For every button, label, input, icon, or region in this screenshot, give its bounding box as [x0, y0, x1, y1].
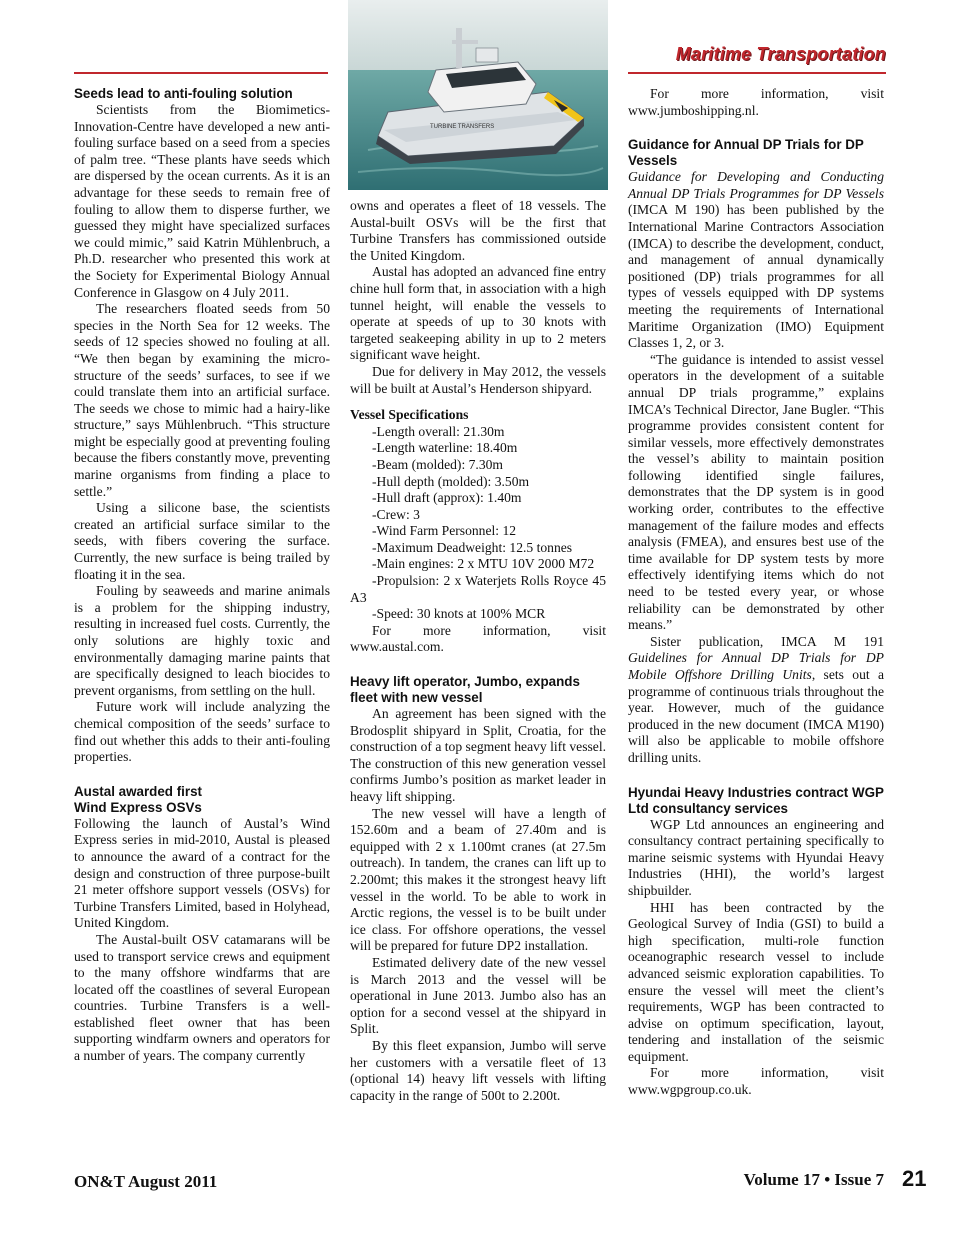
jumbo-paragraph-3: Estimated delivery date of the new vessel is March 2013 and the vessel will be operational in June 2013. Jumbo also has an option for a second vessel at the shipyard in Split. — [350, 954, 606, 1037]
section-title: Maritime Transportation — [675, 44, 886, 64]
right-header-rule — [628, 72, 886, 74]
seeds-paragraph-3: Using a silicone base, the scientists created an artificial surface similar to the seeds, with fibers covering the surface. Currently, the new surface is being trailed by floating it in the sea. — [74, 500, 330, 582]
seeds-title: Seeds lead to anti-fouling solution — [74, 86, 293, 101]
austal-title-line-2: Wind Express OSVs — [74, 799, 202, 815]
spec-item: -Beam (molded): 7.30m — [372, 456, 503, 472]
imca-paragraph-1-text: (IMCA M 190) has been published by the International Marine Contractors Association (IMCA) to describe the development, conduct, and management of annual dynamically positioned (DP) trials programmes for all types of vessels equipped with DP systems meeting the requirements of International Maritime Organization (IMO) Equipment Classes 1, 2, or 3. — [628, 202, 884, 351]
austal-paragraph-2: The Austal-built OSV catamarans will be used to transport service crews and equipment to the many offshore windfarms that are located off the coastlines of several European countries. Turbine Transfers is a well-established fleet owner that has been supporting windfarm owners and operators for a number of years. The company currently — [74, 931, 330, 1064]
vessel-photo — [348, 0, 608, 190]
seeds-paragraph-5: Future work will include analyzing the chemical composition of the seeds’ surface to find out whether this adds to their anti-fouling properties. — [74, 699, 330, 765]
jumbo-paragraph-4: By this fleet expansion, Jumbo will serve her customers with a versatile fleet of 13 (optional 14) heavy lift vessels with lifting capacity in the range of 500t to 2.200t. — [350, 1037, 606, 1103]
imca-paragraph-1 — [628, 169, 884, 352]
jumbo-paragraph-2: The new vessel will have a length of 152.60m and a beam of 27.40m and is equipped with 2 x 1.100mt cranes (at 27.5m outreach). In tandem, the cranes can lift up to 2.200mt; this makes it the strongest heavy lift vessel in the world. To be able to work in Arctic regions, the vessel is to be built under ice class. For offshore operations, the vessel will be prepared for future DP2 installation. — [350, 805, 606, 954]
page-number: 21 — [902, 1166, 927, 1191]
spec-item: -Wind Farm Personnel: 12 — [372, 523, 517, 539]
column-3 — [628, 86, 884, 1099]
jumbo-title: Heavy lift operator, Jumbo, expands fleet with new vessel — [350, 674, 580, 706]
spec-item: -Propulsion: 2 x Waterjets Rolls Royce 45 A3 — [350, 573, 606, 605]
left-header-rule — [74, 72, 328, 74]
spec-item: -Maximum Deadweight: 12.5 tonnes — [372, 539, 573, 555]
spec-item: -Speed: 30 knots at 100% MCR — [372, 606, 546, 622]
spec-item: -Hull draft (approx): 1.40m — [372, 490, 522, 506]
footer-volume-issue: Volume 17 • Issue 7 — [743, 1170, 884, 1189]
austal-title-line-1: Austal awarded first — [74, 783, 202, 799]
column-2 — [350, 198, 606, 1104]
austal-paragraph-3: Austal has adopted an advanced fine entry chine hull form that, in association with a high tunnel height, will enable the vessels to operate at speeds of up to 30 knots with targeted seakeeping ability in up to 2 meters significant wave height. — [350, 264, 606, 363]
spec-item: -Length waterline: 18.40m — [372, 440, 518, 456]
seeds-paragraph-4: Fouling by seaweeds and marine animals is a problem for the shipping industry, resulting in increased fuel costs. Currently, the only solutions are highly toxic and environmentally damaging marine paints that are specifically designed to leach biocides to prevent organisms, from settling on the hull. — [74, 583, 330, 698]
imca-paragraph-3-lead: Sister publication, IMCA M 191 — [650, 633, 884, 649]
hyundai-paragraph-2: HHI has been contracted by the Geological Survey of India (GSI) to build a high specification, multi-role function oceanographic research vessel to include advanced seismic exploration capabilities. To ensure the vessel will meet the client’s requirements, WGP has been contracted to advise on optimum specification, layout, tendering and installation of the seismic equipment. — [628, 899, 884, 1064]
imca-paragraph-2: “The guidance is intended to assist vessel operators in the development of a suitable annual DP trials programme,” explains IMCA’s Technical Director, Jane Bugler. “This programme provides consistent content for similar vessels, more effectively demonstrates the vessel’s ability to maintain position following identified single failures, demonstrates that the DP system is in good working order, contributes to the effective management of the failure modes and effects analysis (FMEA), and ensures best use of the time available for DP system tests by more effectively identifying items which do not need to be tested every year, or whose reliability can be demonstrated by other means.” — [628, 351, 884, 633]
hyundai-paragraph-1: WGP Ltd announces an engineering and consultancy contract pertaining specifically to marine seismic systems with Hyundai Heavy Industries (HHI), the world’s largest shipbuilder. — [628, 816, 884, 898]
imca-paragraph-3-text: , sets out a programme of continuous trials throughout the year. However, much of the guidance produced in the new document (IMCA M190) will also be applicable to mobile offshore drilling units. — [628, 667, 884, 765]
spec-item: -Length overall: 21.30m — [372, 423, 505, 439]
hull-label: TURBINE TRANSFERS — [430, 124, 495, 130]
spec-item: -Main engines: 2 x MTU 10V 2000 M72 — [372, 556, 595, 572]
austal-paragraph-1: Following the launch of Austal’s Wind Express series in mid-2010, Austal is pleased to announce the award of a contract for the design and construction of three purpose-built 21 meter offshore support vessels (OSVs) for Turbine Transfers Limited, based in Holyhead, United Kingdom. — [74, 815, 330, 931]
hyundai-more-info: For more information, visit www.wgpgroup.co.uk. — [628, 1065, 884, 1098]
austal-more-info: For more information, visit www.austal.com. — [350, 622, 606, 655]
imca-publication-title: Guidance for Developing and Conducting Annual DP Trials Programmes for DP Vessels — [628, 169, 884, 201]
spec-item: -Crew: 3 — [372, 506, 420, 522]
seeds-paragraph-2: The researchers floated seeds from 50 species in the North Sea for 12 weeks. The seeds of 12 species showed no fouling at all. “We then began by examining the micro-structure of the seeds’ surfaces, to see if we could translate them into an artificial surface. The seeds we chose to mimic had a hairy-like structure,” says Mühlenbruch. “This structure might be especially good at preventing fouling because the fibers constantly move, preventing marine organisms from finding a place to settle.” — [74, 301, 330, 499]
seeds-paragraph-1: Scientists from the Biomimetics-Innovation-Centre have developed a new anti-fouling surface based on a seed from a species of palm tree. “These plants have seeds which are dispersed by the ocean currents. As it is an advantage for these seeds to remain free of fouling to allow them to disperse further, we guessed they might have specialized surfaces we could mimic,” said Katrin Mühlenbruch, a Ph.D. researcher who presented this work at the Society for Experimental Biology Annual Conference in Glasgow on 4 July 2011. — [74, 102, 330, 300]
austal-paragraph-4: Due for delivery in May 2012, the vessels will be built at Austal’s Henderson shipyard. — [350, 363, 606, 396]
column-1 — [74, 86, 330, 1065]
vessel-illustration — [348, 0, 608, 190]
imca-sister-publication-title: Guidelines for Annual DP Trials for DP Mobile Offshore Drilling Units — [628, 650, 884, 682]
jumbo-more-info: For more information, visit www.jumboshipping.nl. — [628, 86, 884, 118]
vessel-specifications-title: Vessel Specifications — [350, 407, 469, 423]
imca-paragraph-3 — [628, 634, 884, 767]
spec-item: -Hull depth (molded): 3.50m — [372, 473, 530, 489]
jumbo-paragraph-1: An agreement has been signed with the Brodosplit shipyard in Split, Croatia, for the construction of a top segment heavy lift vessel. The construction of this new generation vessel confirms Jumbo’s position as market leader in heavy lift shipping. — [350, 706, 606, 804]
imca-title: Guidance for Annual DP Trials for DP Vessels — [628, 137, 864, 169]
austal-paragraph-2-continued: owns and operates a fleet of 18 vessels. The Austal-built OSVs will be the first that Turbine Transfers has commissioned outside the United Kingdom. — [350, 198, 606, 263]
hyundai-title: Hyundai Heavy Industries contract WGP Ltd consultancy services — [628, 784, 884, 816]
footer-publication: ON&T August 2011 — [74, 1172, 218, 1191]
